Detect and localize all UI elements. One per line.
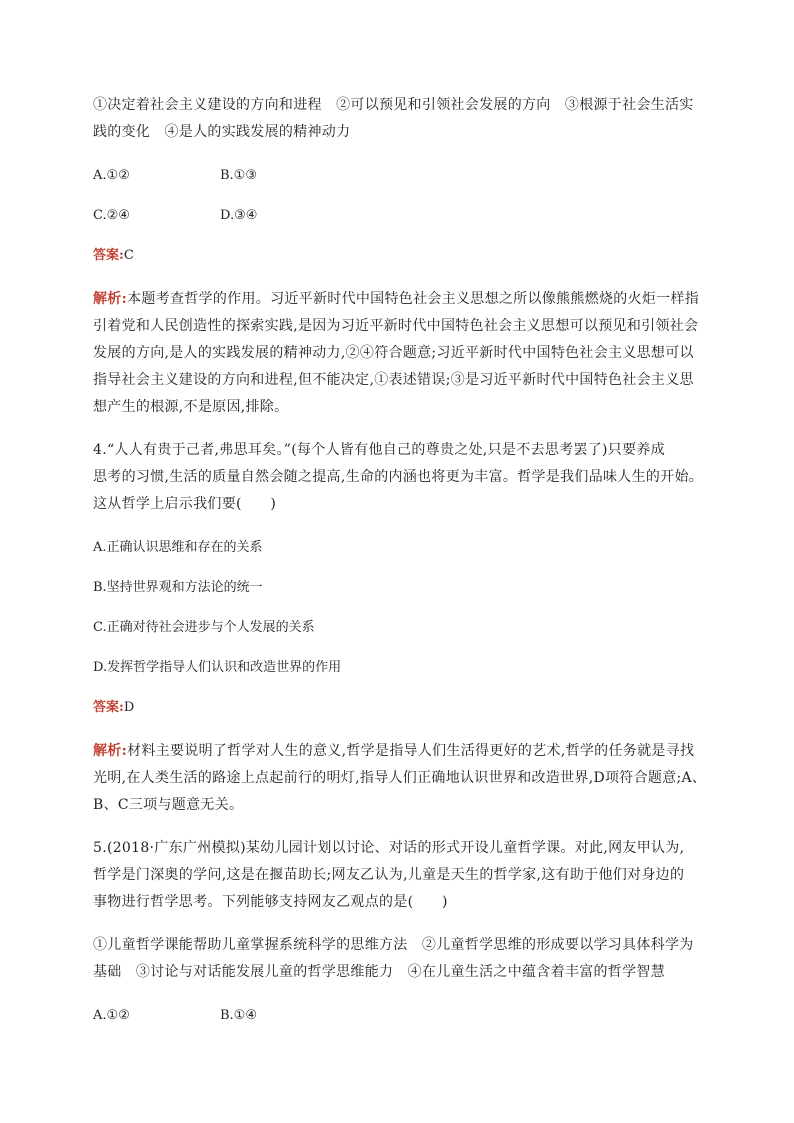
q4-analysis-line-2: 光明,在人类生活的路途上点起前行的明灯,指导人们正确地认识世界和改造世界,D项符合题意;A、 xyxy=(93,770,707,786)
q3-statement-line-1: ①决定着社会主义建设的方向和进程 ②可以预见和引领社会发展的方向 ③根源于社会生活实 xyxy=(93,97,694,113)
q4-stem-line-2: 思考的习惯,生活的质量自然会随之提高,生命的内涵也将更为丰富。哲学是我们品味人生的开始。 xyxy=(93,469,704,485)
q3-option-d: D.③④ xyxy=(220,208,258,223)
q3-option-c: C.②④ xyxy=(93,208,130,223)
q4-answer-label: 答案: xyxy=(93,700,124,715)
q4-option-a: A.正确认识思维和存在的关系 xyxy=(93,540,263,555)
q5-statement-line-1: ①儿童哲学课能帮助儿童掌握系统科学的思维方法 ②儿童哲学思维的形成要以学习具体科学为 xyxy=(93,937,694,953)
q3-analysis-label: 解析: xyxy=(93,291,128,307)
q4-analysis-label: 解析: xyxy=(93,743,128,759)
q5-option-b: B.①④ xyxy=(220,1008,257,1023)
q5-stem-line-1: 5.(2018·广东广州模拟)某幼儿园计划以讨论、对话的形式开设儿童哲学课。对此,网友甲认为, xyxy=(93,840,685,856)
q3-analysis-line-1: 解析:本题考查哲学的作用。习近平新时代中国特色社会主义思想之所以像熊熊燃烧的火炬一样指 xyxy=(93,291,700,307)
q3-option-a: A.①② xyxy=(93,168,130,183)
q3-options-row-1 xyxy=(93,166,713,186)
q5-stem-line-2: 哲学是门深奥的学问,这是在揠苗助长;网友乙认为,儿童是天生的哲学家,这有助于他们对身边的 xyxy=(93,867,685,883)
q4-stem-line-1: 4.“人人有贵于己者,弗思耳矣。”(每个人皆有他自己的尊贵之处,只是不去思考罢了)只要养成 xyxy=(93,442,665,458)
q5-option-a: A.①② xyxy=(93,1008,130,1023)
q5-options-row-1 xyxy=(93,1006,713,1026)
q3-answer-label: 答案: xyxy=(93,248,124,263)
q3-analysis-line-5: 想产生的根源,不是原因,排除。 xyxy=(93,399,289,415)
q4-analysis-line-1: 解析:材料主要说明了哲学对人生的意义,哲学是指导人们生活得更好的艺术,哲学的任务就是寻找 xyxy=(93,743,695,759)
page-content xyxy=(93,92,713,1026)
q3-answer-value: C xyxy=(123,248,134,263)
q3-answer xyxy=(93,246,713,266)
q3-options-row-2 xyxy=(93,206,713,226)
q4-answer xyxy=(93,698,713,718)
q4-option-c: C.正确对待社会进步与个人发展的关系 xyxy=(93,620,315,635)
q4-option-b: B.坚持世界观和方法论的统一 xyxy=(93,580,263,595)
q4-analysis-line-3: B、C三项与题意无关。 xyxy=(93,797,244,813)
q4-stem-line-3: 这从哲学上启示我们要( ) xyxy=(93,496,277,512)
q4-answer-value: D xyxy=(123,700,135,715)
q3-analysis-line-4: 指导社会主义建设的方向和进程,但不能决定,①表述错误;③是习近平新时代中国特色社会主义思 xyxy=(93,372,694,388)
q5-stem-line-3: 事物进行哲学思考。下列能够支持网友乙观点的是( ) xyxy=(93,894,448,910)
q3-option-b: B.①③ xyxy=(220,168,257,183)
q4-option-d: D.发挥哲学指导人们认识和改造世界的作用 xyxy=(93,660,342,675)
q3-statement-line-2: 践的变化 ④是人的实践发展的精神动力 xyxy=(93,124,351,140)
q3-analysis-line-3: 发展的方向,是人的实践发展的精神动力,②④符合题意;习近平新时代中国特色社会主义思想可以 xyxy=(93,345,694,361)
q3-analysis-line-2: 引着党和人民创造性的探索实践,是因为习近平新时代中国特色社会主义思想可以预见和引领社会 xyxy=(93,318,699,334)
q5-statement-line-2: 基础 ③讨论与对话能发展儿童的哲学思维能力 ④在儿童生活之中蕴含着丰富的哲学智慧 xyxy=(93,964,665,980)
